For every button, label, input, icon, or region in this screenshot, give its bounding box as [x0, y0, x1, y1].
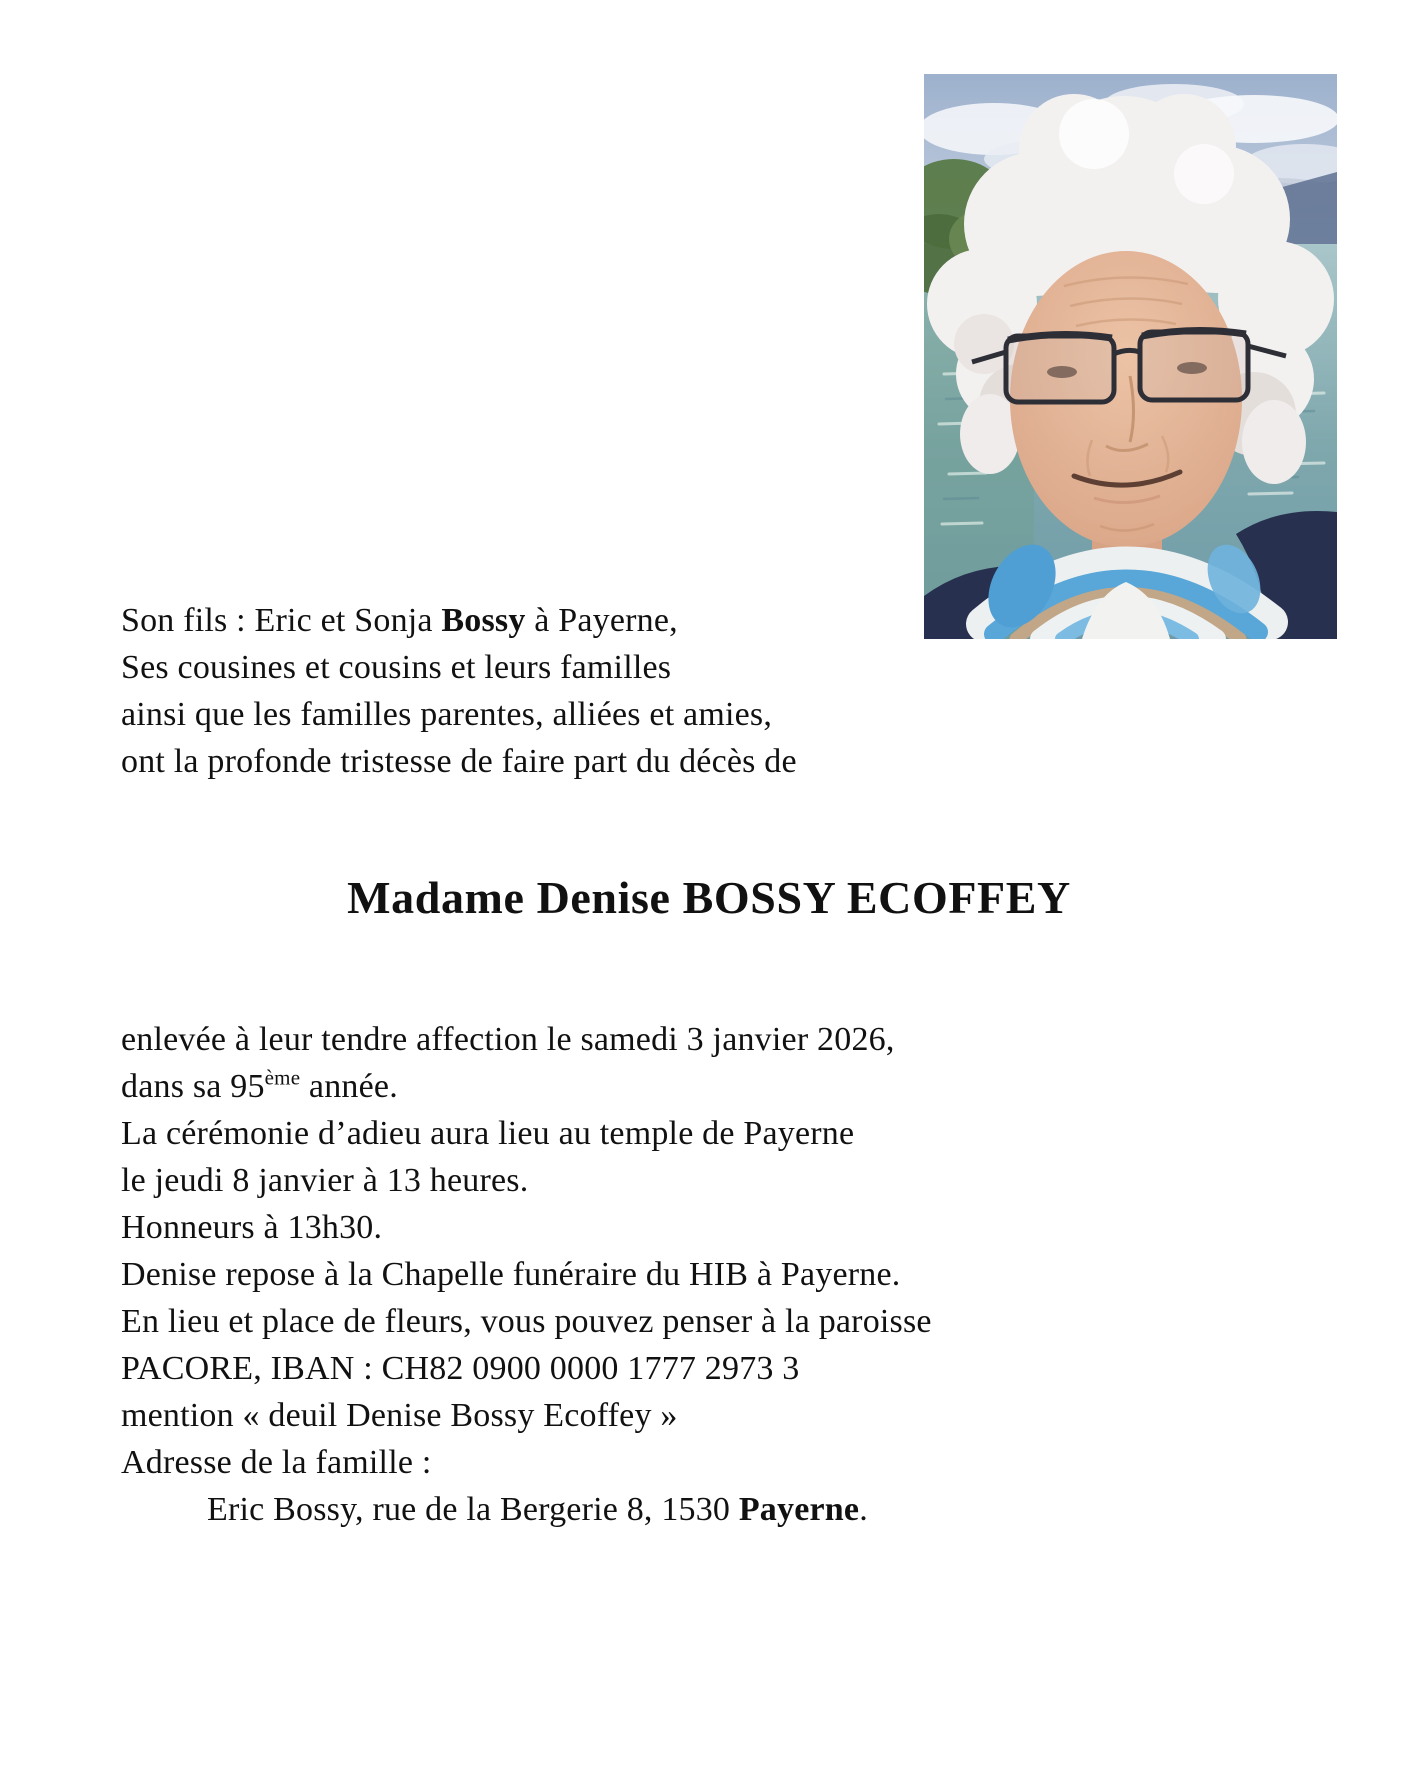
city-name-bold: Payerne [738, 1491, 860, 1528]
details-line-3: La cérémonie d’adieu aura lieu au temple de Payerne [121, 1115, 855, 1152]
text-segment: année. [300, 1068, 398, 1105]
text-segment: . [859, 1491, 868, 1528]
details-line-4: le jeudi 8 janvier à 13 heures. [121, 1162, 529, 1199]
details-line-10-address-label: Adresse de la famille : [121, 1444, 432, 1481]
text-segment: Eric Bossy, rue de la Bergerie 8, 1530 [207, 1491, 739, 1528]
portrait-photo [924, 74, 1337, 639]
intro-paragraph [121, 597, 797, 785]
details-paragraph [121, 1016, 932, 1533]
details-line-6: Denise repose à la Chapelle funéraire du HIB à Payerne. [121, 1256, 901, 1293]
portrait-photo-illustration [924, 74, 1337, 639]
text-segment: à Payerne, [525, 602, 678, 639]
family-name-bold: Bossy [441, 602, 526, 639]
intro-line-1 [121, 597, 797, 644]
intro-line-3: ainsi que les familles parentes, alliées et amies, [121, 696, 773, 733]
details-line-5: Honneurs à 13h30. [121, 1209, 383, 1246]
intro-line-2: Ses cousines et cousins et leurs familles [121, 649, 672, 686]
details-line-1: enlevée à leur tendre affection le samedi 3 janvier 2026, [121, 1021, 895, 1058]
details-line-8-iban: PACORE, IBAN : CH82 0900 0000 1777 2973 3 [121, 1350, 800, 1387]
details-line-2 [121, 1063, 932, 1110]
ordinal-suffix: ème [264, 1065, 301, 1090]
details-line-9-mention: mention « deuil Denise Bossy Ecoffey » [121, 1397, 678, 1434]
intro-line-4: ont la profonde tristesse de faire part du décès de [121, 743, 797, 780]
details-line-7: En lieu et place de fleurs, vous pouvez penser à la paroisse [121, 1303, 932, 1340]
text-segment: Son fils : Eric et Sonja [121, 602, 442, 639]
deceased-name-title: Madame Denise BOSSY ECOFFEY [347, 872, 1071, 923]
text-segment: dans sa 95 [121, 1068, 265, 1105]
family-address-line [121, 1486, 932, 1533]
